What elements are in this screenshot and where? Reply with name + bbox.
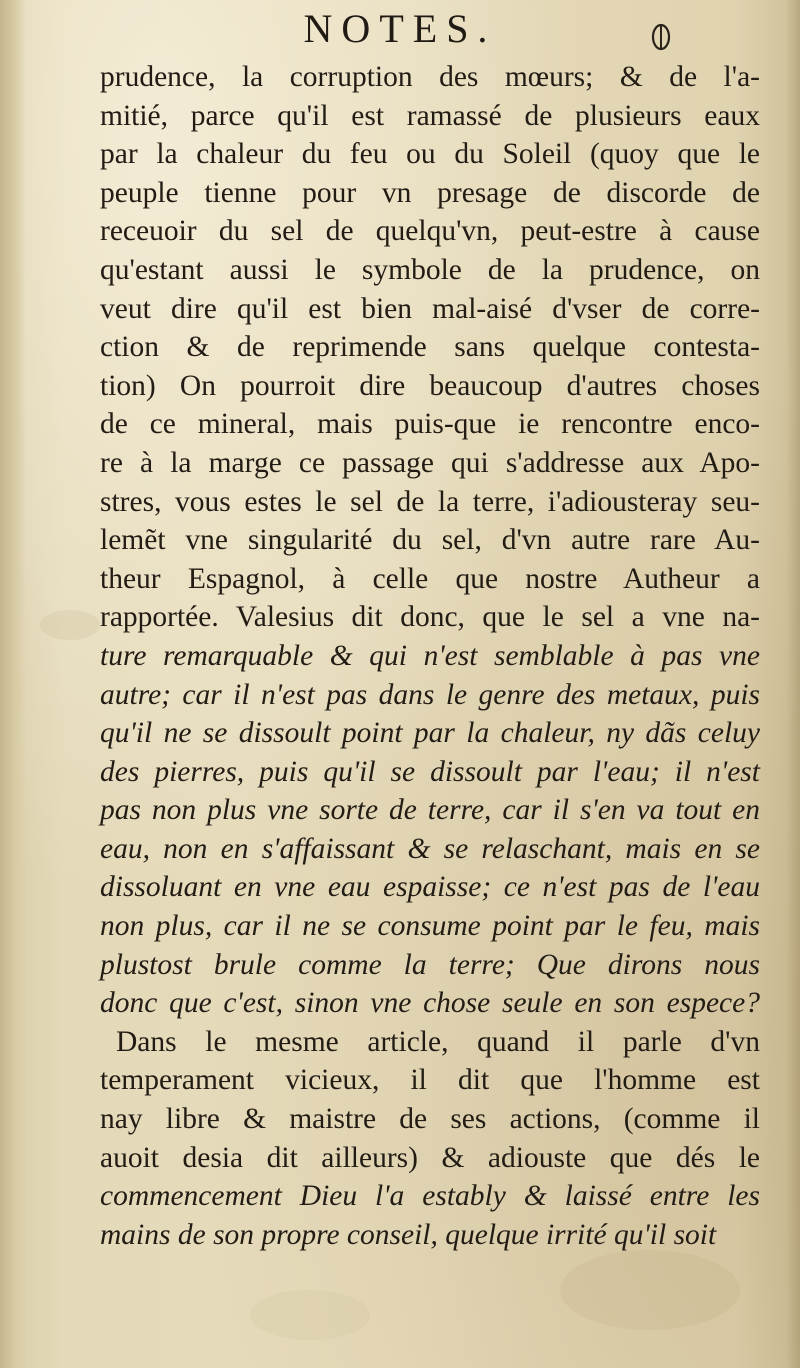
page-gutter — [0, 0, 26, 1368]
running-head: NOTES. — [303, 6, 497, 51]
text-line: auoit desia dit ailleurs) & adiouste que dés le — [100, 1141, 760, 1174]
text-line: non plus, car il ne se consume point par le feu, mais — [100, 910, 760, 943]
page-edge-shadow — [786, 0, 800, 1368]
text-line: autre; car il n'est pas dans le genre des metaux, puis — [100, 678, 760, 711]
body-text — [100, 58, 760, 1254]
text-line: prudence, la corruption des mœurs; & de l'a- — [100, 61, 760, 93]
text-line: peuple tienne pour vn presage de discorde de — [100, 176, 760, 209]
text-line: theur Espagnol, à celle que nostre Autheur a — [100, 562, 760, 595]
text-line: ture remarquable & qui n'est semblable à pas vne — [100, 639, 760, 672]
text-line: donc que c'est, sinon vne chose seule en son espece? — [100, 987, 760, 1020]
text-line: par la chaleur du feu ou du Soleil (quoy que le — [100, 138, 760, 171]
text-line: veut dire qu'il est bien mal-aisé d'vser de corre- — [100, 292, 760, 325]
text-line: dissoluant en vne eau espaisse; ce n'est pas de l'eau — [100, 871, 760, 904]
paper-stain — [560, 1250, 740, 1330]
text-line: pas non plus vne sorte de terre, car il s'en va tout en — [100, 794, 760, 827]
text-line: qu'estant aussi le symbole de la prudence, on — [100, 253, 760, 286]
paper-stain — [250, 1290, 370, 1340]
text-line: Dans le mesme article, quand il parle d'vn — [116, 1025, 760, 1058]
text-line: de ce mineral, mais puis-que ie rencontre enco- — [100, 408, 760, 441]
text-line: qu'il ne se dissoult point par la chaleur, ny dãs celuy — [100, 717, 760, 750]
ink-blot-icon — [650, 22, 672, 52]
text-line: temperament vicieux, il dit que l'homme est — [100, 1064, 760, 1097]
text-line: tion) On pourroit dire beaucoup d'autres choses — [100, 369, 760, 402]
text-line: receuoir du sel de quelqu'vn, peut-estre à cause — [100, 215, 760, 248]
paper-stain — [40, 610, 100, 640]
text-line: mitié, parce qu'il est ramassé de plusieurs eaux — [100, 99, 760, 132]
text-line: stres, vous estes le sel de la terre, i'adiousteray seu- — [100, 485, 760, 518]
text-line: eau, non en s'affaissant & se relaschant, mais en se — [100, 832, 760, 865]
text-line: commencement Dieu l'a estably & laissé entre les — [100, 1180, 760, 1213]
text-line: re à la marge ce passage qui s'addresse aux Apo- — [100, 446, 760, 479]
text-line: ction & de reprimende sans quelque contesta- — [100, 331, 760, 364]
text-line: plustost brule comme la terre; Que dirons nous — [100, 948, 760, 981]
text-line: lemẽt vne singularité du sel, d'vn autre rare Au- — [100, 524, 760, 557]
text-line: rapportée. Valesius dit donc, que le sel a vne na- — [100, 601, 760, 634]
text-line: des pierres, puis qu'il se dissoult par l'eau; il n'est — [100, 755, 760, 788]
text-line: mains de son propre conseil, quelque irrité qu'il soit — [100, 1218, 717, 1251]
text-line: nay libre & maistre de ses actions, (comme il — [100, 1103, 760, 1136]
